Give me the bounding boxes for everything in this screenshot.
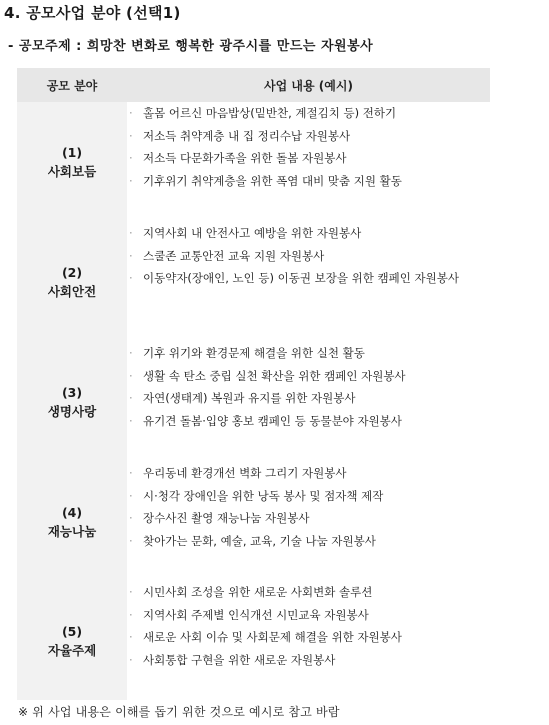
bullet-marker: · — [129, 466, 133, 480]
header-content: 사업 내용 (예시) — [127, 68, 490, 102]
category-number: (3) — [61, 385, 83, 400]
list-item-text: 기후위기 취약계층을 위한 폭염 대비 맞춤 지원 활동 — [143, 173, 402, 188]
content-cell — [127, 581, 490, 700]
category-name: 재능나눔 — [47, 523, 97, 539]
category-number: (5) — [61, 623, 83, 639]
header-category: 공모 분야 — [17, 68, 127, 102]
list-item — [127, 147, 490, 170]
list-item-text: 지역사회 주제별 인식개선 시민교육 자원봉사 — [143, 607, 369, 622]
list-item — [127, 125, 490, 148]
bullet-marker: · — [129, 226, 133, 240]
table-body — [17, 102, 490, 700]
content-cell — [127, 102, 490, 222]
table-row — [17, 342, 490, 462]
category-cell — [17, 342, 127, 462]
bullet-marker: · — [129, 652, 133, 667]
list-item — [127, 245, 490, 268]
table-row — [17, 581, 490, 700]
list-item — [127, 462, 490, 485]
list-item — [127, 410, 490, 433]
content-cell — [127, 462, 490, 581]
list-item — [127, 222, 490, 245]
bullet-marker: · — [129, 368, 133, 383]
list-item-text: 우리동네 환경개선 벽화 그리기 자원봉사 — [143, 466, 347, 480]
footnote: ※ 위 사업 내용은 이해를 돕기 위한 것으로 예시로 참고 바람 — [18, 705, 340, 719]
list-item-text: 장수사진 촬영 재능나눔 자원봉사 — [143, 511, 310, 525]
list-item — [127, 530, 490, 553]
project-table — [17, 68, 490, 700]
list-item-text: 시·청각 장애인을 위한 낭독 봉사 및 점자책 제작 — [143, 488, 384, 503]
list-item-text: 새로운 사회 이슈 및 사회문제 해결을 위한 자원봉사 — [143, 630, 402, 644]
list-item — [127, 507, 490, 530]
content-cell — [127, 342, 490, 462]
bullet-marker: · — [129, 533, 133, 548]
list-item-text: 찾아가는 문화, 예술, 교육, 기술 나눔 자원봉사 — [143, 533, 376, 548]
list-item-text: 저소득 다문화가족을 위한 돌봄 자원봉사 — [143, 151, 347, 165]
list-item — [127, 102, 490, 125]
list-item-text: 저소득 취약계층 내 집 정리수납 자원봉사 — [143, 128, 351, 143]
list-item-text: 시민사회 조성을 위한 새로운 사회변화 솔루션 — [143, 585, 373, 599]
category-name: 생명사랑 — [47, 404, 97, 419]
category-number: (1) — [61, 145, 83, 160]
bullet-marker: · — [129, 630, 133, 644]
category-cell — [17, 222, 127, 342]
table-row — [17, 222, 490, 342]
list-item — [127, 387, 490, 410]
category-name: 사회안전 — [47, 284, 97, 299]
bullet-marker: · — [129, 488, 133, 503]
table-header-row — [17, 68, 490, 102]
category-name: 자율주제 — [47, 642, 97, 658]
bullet-marker: · — [129, 151, 133, 165]
list-item — [127, 485, 490, 508]
list-item-text: 기후 위기와 환경문제 해결을 위한 실천 활동 — [143, 346, 365, 360]
theme-subtitle: - 공모주제 : 희망찬 변화로 행복한 광주시를 만드는 자원봉사 — [8, 39, 374, 54]
list-item-text: 이동약자(장애인, 노인 등) 이동권 보장을 위한 캠페인 자원봉사 — [143, 271, 459, 285]
table-row — [17, 102, 490, 222]
category-cell — [17, 462, 127, 581]
list-item — [127, 626, 490, 649]
bullet-marker: · — [129, 128, 133, 143]
list-item-text: 스쿨존 교통안전 교육 지원 자원봉사 — [143, 248, 325, 263]
bullet-marker: · — [129, 585, 133, 599]
bullet-marker: · — [129, 607, 133, 622]
list-item — [127, 581, 490, 604]
bullet-marker: · — [129, 248, 133, 263]
bullet-marker: · — [129, 391, 133, 405]
category-number: (2) — [61, 265, 83, 280]
list-item — [127, 604, 490, 627]
section-title: 4. 공모사업 분야 (선택1) — [4, 4, 181, 22]
list-item — [127, 649, 490, 672]
list-item-text: 자연(생태계) 복원과 유지를 위한 자원봉사 — [143, 391, 356, 405]
category-cell — [17, 102, 127, 222]
list-item-text: 생활 속 탄소 중립 실천 확산을 위한 캠페인 자원봉사 — [143, 368, 406, 383]
bullet-marker: · — [129, 511, 133, 525]
list-item-text: 유기견 돌봄·입양 홍보 캠페인 등 동물분야 자원봉사 — [143, 413, 402, 428]
list-item-text: 홀몸 어르신 마음밥상(밑반찬, 계절김치 등) 전하기 — [143, 106, 397, 120]
bullet-marker: · — [129, 106, 133, 120]
list-item — [127, 170, 490, 193]
bullet-marker: · — [129, 271, 133, 285]
table-row — [17, 462, 490, 581]
category-number: (4) — [61, 504, 83, 520]
list-item — [127, 342, 490, 365]
list-item-text: 지역사회 내 안전사고 예방을 위한 자원봉사 — [143, 226, 362, 240]
category-cell — [17, 581, 127, 700]
list-item — [127, 267, 490, 290]
content-cell — [127, 222, 490, 342]
bullet-marker: · — [129, 173, 133, 188]
list-item — [127, 365, 490, 388]
bullet-marker: · — [129, 346, 133, 360]
category-name: 사회보듬 — [47, 164, 97, 179]
list-item-text: 사회통합 구현을 위한 새로운 자원봉사 — [143, 652, 336, 667]
bullet-marker: · — [129, 413, 133, 428]
